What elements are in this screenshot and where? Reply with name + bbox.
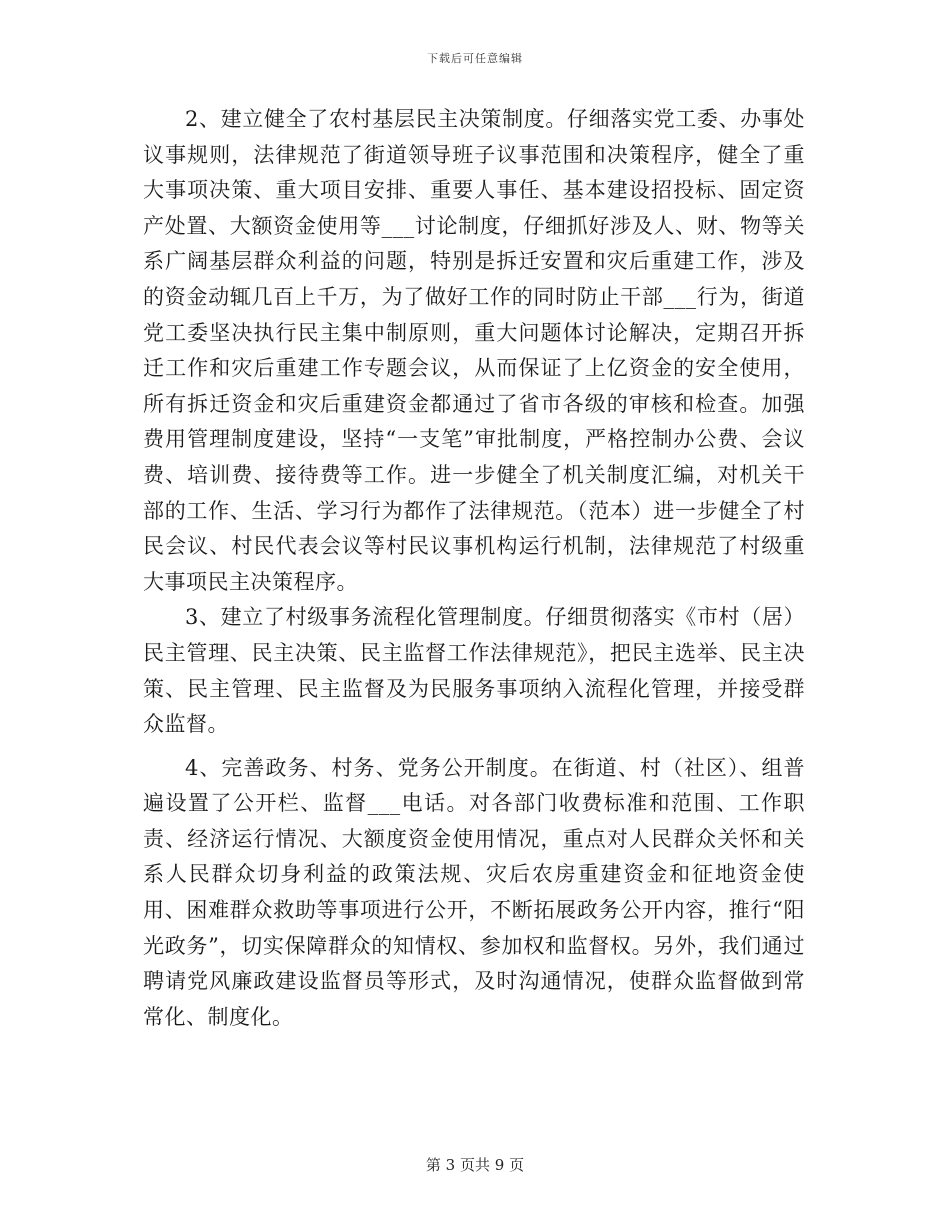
paragraph-item-4: 4、完善政务、村务、党务公开制度。在街道、村（社区）、组普遍设置了公开栏、监督___电话。对各部门收费标准和范围、工作职责、经济运行情况、大额度资金使用情况，重点对人民群众关怀和关系人民群众切身利益的政策法规、灾后农房重建资金和征地资金使用、困难群众救助等事项进行公开，不断拓展政务公开内容，推行“阳光政务”，切实保障群众的知情权、参加权和监督权。另外，我们通过聘请党风廉政建设监督员等形式，及时沟通情况，使群众监督做到常常化、制度化。 (143, 755, 805, 1029)
page-header-note: 下载后可任意编辑 (427, 52, 523, 65)
page-number: 第 3 页共 9 页 (425, 1156, 525, 1174)
document-body (143, 102, 805, 1035)
paragraph-item-2: 2、建立健全了农村基层民主决策制度。仔细落实党工委、办事处议事规则，法律规范了街道领导班子议事范围和决策程序，健全了重大事项决策、重大项目安排、重要人事任、基本建设招投标、固定资产处置、大额资金使用等___讨论制度，仔细抓好涉及人、财、物等关系广阔基层群众利益的问题，特别是拆迁安置和灾后重建工作，涉及的资金动辄几百上千万，为了做好工作的同时防止干部___行为，街道党工委坚决执行民主集中制原则，重大问题体讨论解决，定期召开拆迁工作和灾后重建工作专题会议，从而保证了上亿资金的安全使用，所有拆迁资金和灾后重建资金都通过了省市各级的审核和检查。加强费用管理制度建设，坚持“一支笔”审批制度，严格控制办公费、会议费、培训费、接待费等工作。进一步健全了机关制度汇编，对机关干部的工作、生活、学习行为都作了法律规范。（范本）进一步健全了村民会议、村民代表会议等村民议事机构运行机制，法律规范了村级重大事项民主决策程序。 (143, 107, 805, 594)
paragraph-item-3: 3、建立了村级事务流程化管理制度。仔细贯彻落实《市村（居）民主管理、民主决策、民主监督工作法律规范》，把民主选举、民主决策、民主管理、民主监督及为民服务事项纳入流程化管理，并接受群众监督。 (143, 605, 805, 737)
